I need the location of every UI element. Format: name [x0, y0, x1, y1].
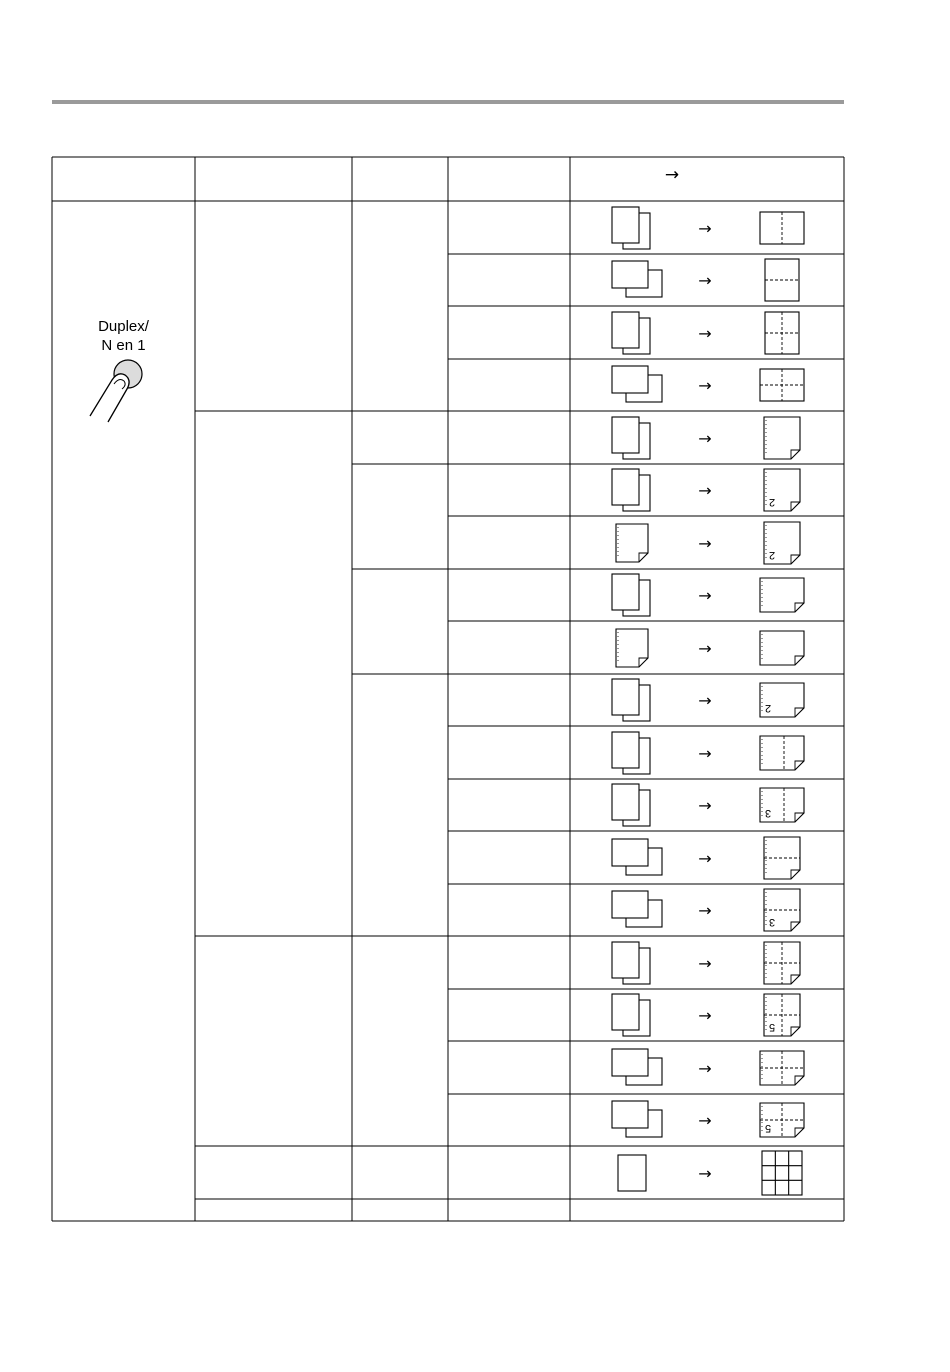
page-shape: [760, 736, 804, 770]
example-row: [618, 1151, 802, 1195]
page-shape: [760, 631, 804, 665]
button-label-line1: Duplex/: [98, 318, 149, 335]
example-row: [612, 732, 804, 774]
duplex-button-icon: [90, 360, 142, 422]
example-row: [612, 837, 800, 879]
row-arrow: →: [698, 271, 712, 290]
example-row: [612, 366, 804, 402]
page-shape: [612, 366, 648, 393]
example-row: [612, 207, 804, 249]
example-row: [612, 1101, 804, 1137]
row-arrow: →: [698, 1006, 712, 1025]
row-arrow: →: [698, 1059, 712, 1078]
page-shape: [612, 942, 639, 978]
page-shape: [618, 1155, 646, 1191]
page-shape: [612, 207, 639, 243]
row-arrow: →: [698, 639, 712, 658]
row-arrow: →: [698, 481, 712, 500]
page-shape: [612, 891, 648, 918]
row-arrow: →: [698, 586, 712, 605]
row-arrow: →: [698, 849, 712, 868]
example-row: [612, 994, 800, 1036]
page-number-mark: 3: [764, 807, 772, 819]
button-label-line2: N en 1: [101, 337, 146, 354]
page-number-mark: 3: [768, 916, 776, 928]
page-shape: [616, 524, 648, 562]
row-arrow: →: [698, 324, 712, 343]
page-shape: [612, 732, 639, 768]
example-row: [612, 942, 800, 984]
example-row: [612, 679, 804, 721]
row-arrow: →: [698, 376, 712, 395]
page-shape: [762, 1151, 802, 1195]
page-shape: [612, 784, 639, 820]
row-arrow: →: [698, 429, 712, 448]
example-row: [612, 1049, 804, 1085]
page-number-mark: 5: [764, 1122, 772, 1134]
page-number-mark: 2: [768, 496, 776, 508]
page-number-mark: 5: [768, 1021, 776, 1033]
page-shape: [764, 417, 800, 459]
example-row: [612, 784, 804, 826]
page-shape: [612, 1101, 648, 1128]
page-shape: [612, 312, 639, 348]
row-arrow: →: [698, 691, 712, 710]
page-shape: [612, 469, 639, 505]
page-shape: [616, 629, 648, 667]
page-number-mark: 2: [768, 549, 776, 561]
page-shape: [612, 1049, 648, 1076]
example-row: [612, 259, 799, 301]
example-row: [612, 574, 804, 616]
page-shape: [612, 679, 639, 715]
row-arrow: →: [698, 744, 712, 763]
row-arrow: →: [698, 534, 712, 553]
page-shape: [612, 261, 648, 288]
row-arrow: →: [698, 954, 712, 973]
row-arrow: →: [698, 1111, 712, 1130]
row-arrow: →: [698, 901, 712, 920]
example-row: [616, 629, 804, 667]
page-shape: [612, 994, 639, 1030]
page-shape: [612, 417, 639, 453]
header-arrow: →: [664, 165, 680, 185]
row-arrow: →: [698, 796, 712, 815]
example-row: [616, 522, 800, 564]
example-row: [612, 312, 799, 354]
page-number-mark: 2: [764, 702, 772, 714]
row-arrow: →: [698, 1164, 712, 1183]
example-row: [612, 469, 800, 511]
page-shape: [612, 574, 639, 610]
example-row: [612, 417, 800, 459]
example-row: [612, 889, 800, 931]
page-shape: [612, 839, 648, 866]
page-shape: [760, 578, 804, 612]
row-arrow: →: [698, 219, 712, 238]
